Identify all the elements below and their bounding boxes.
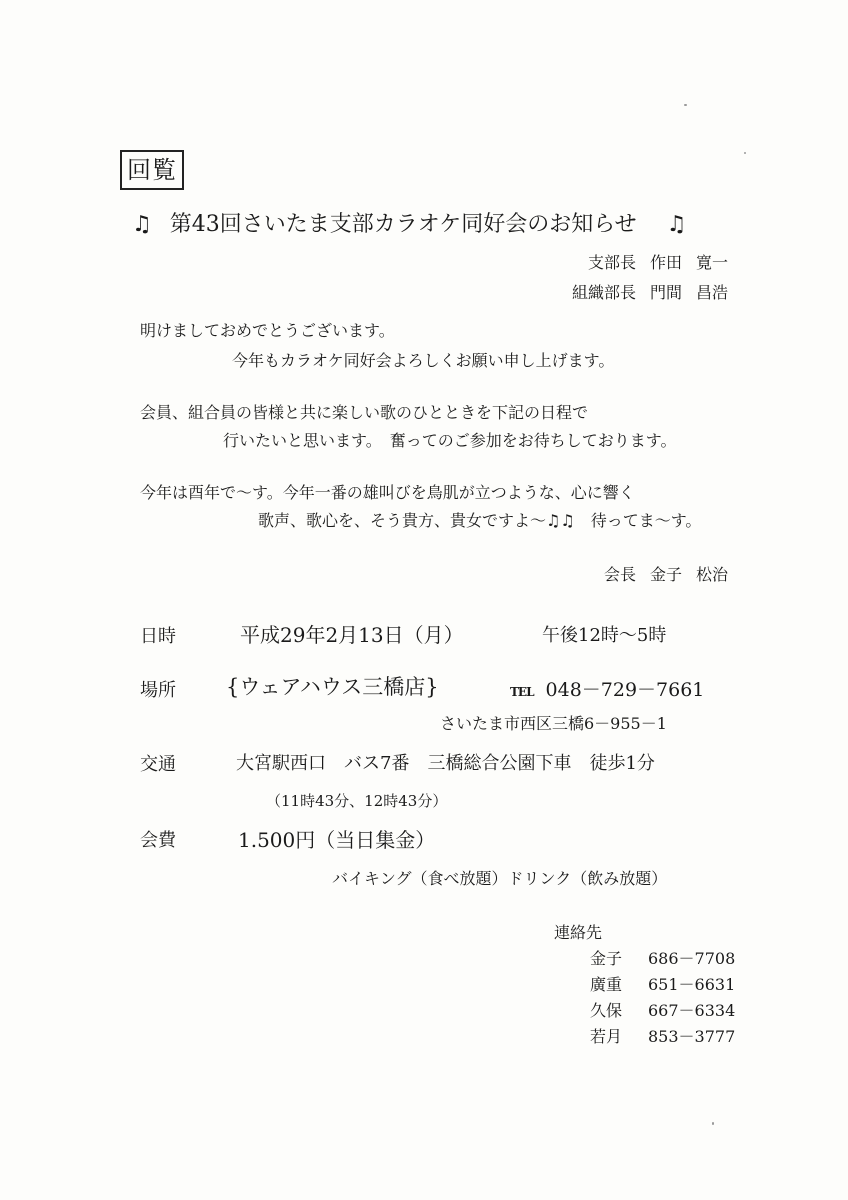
greeting-line: 明けましておめでとうございます。	[140, 321, 395, 340]
scan-speck	[684, 104, 687, 106]
contact-phone: 853－3777	[648, 1027, 736, 1046]
date-label: 日時	[140, 626, 176, 647]
officer-given-name: 寛一	[695, 253, 728, 272]
contact-name: 金子	[590, 949, 623, 968]
officer-organization-chief	[572, 278, 728, 308]
music-note-icon: ♫	[132, 212, 152, 237]
officer-surname: 門間	[649, 283, 682, 302]
contact-item	[554, 998, 735, 1024]
venue-phone-number: 048－729－7661	[545, 679, 705, 701]
place-value: {ウェアハウス三橋店}	[226, 675, 439, 699]
contact-item	[554, 972, 735, 998]
fee-label: 会費	[140, 830, 176, 851]
contact-title: 連絡先	[554, 923, 603, 942]
officer-list	[572, 248, 728, 308]
access-value: 大宮駅西口 バス7番 三橋総合公園下車 徒歩1分	[236, 753, 655, 774]
fee-note: バイキング（食べ放題）ドリンク（飲み放題）	[332, 869, 668, 888]
greeting-line: 行いたいと思います。 奮ってのご参加をお待ちしております。	[223, 431, 677, 450]
officer-role: 支部長	[587, 253, 636, 272]
bus-times: （11時43分、12時43分）	[266, 792, 448, 810]
officer-given-name: 昌浩	[695, 283, 728, 302]
officer-role: 組織部長	[571, 283, 636, 302]
contact-list	[554, 920, 735, 1050]
greeting-line: 会員、組合員の皆様と共に楽しい歌のひとときを下記の日程で	[140, 403, 589, 422]
contact-name: 廣重	[590, 975, 623, 994]
president-signature	[590, 562, 728, 585]
circulation-stamp: 回覧	[120, 150, 184, 190]
place-label: 場所	[140, 680, 176, 701]
contact-item	[554, 1024, 735, 1050]
contact-phone: 667－6334	[648, 1001, 736, 1020]
greeting-line: 今年は酉年で～す。今年一番の雄叫びを鳥肌が立つような、心に響く	[140, 483, 635, 502]
music-note-icon: ♫	[666, 212, 687, 237]
contact-name: 若月	[590, 1027, 623, 1046]
greeting-line: 今年もカラオケ同好会よろしくお願い申し上げます。	[232, 351, 615, 370]
scan-speck	[712, 1122, 714, 1125]
contact-phone: 651－6631	[648, 975, 736, 994]
fee-value: 1.500円（当日集金）	[238, 828, 436, 852]
venue-address: さいたま市西区三橋6－955－1	[440, 714, 667, 733]
greeting-line: 歌声、歌心を、そう貴方、貴女ですよ～♫♫ 待ってま～す。	[258, 511, 702, 530]
officer-surname: 作田	[649, 253, 682, 272]
access-label: 交通	[140, 754, 176, 775]
contact-phone: 686－7708	[648, 949, 736, 968]
signature-given-name: 松治	[695, 565, 728, 584]
notice-title	[132, 207, 686, 238]
contact-name: 久保	[590, 1001, 623, 1020]
signature-role: 会長	[603, 565, 636, 584]
officer-branch-chief	[572, 248, 728, 278]
date-value: 平成29年2月13日（月）	[240, 623, 464, 647]
contact-item	[554, 946, 735, 972]
phone-icon: TEL	[510, 685, 534, 699]
time-value: 午後12時～5時	[542, 625, 667, 646]
venue-phone	[510, 675, 704, 702]
signature-surname: 金子	[649, 565, 682, 584]
notice-title-text: 第43回さいたま支部カラオケ同好会のお知らせ	[169, 212, 637, 237]
scan-speck	[744, 152, 746, 154]
